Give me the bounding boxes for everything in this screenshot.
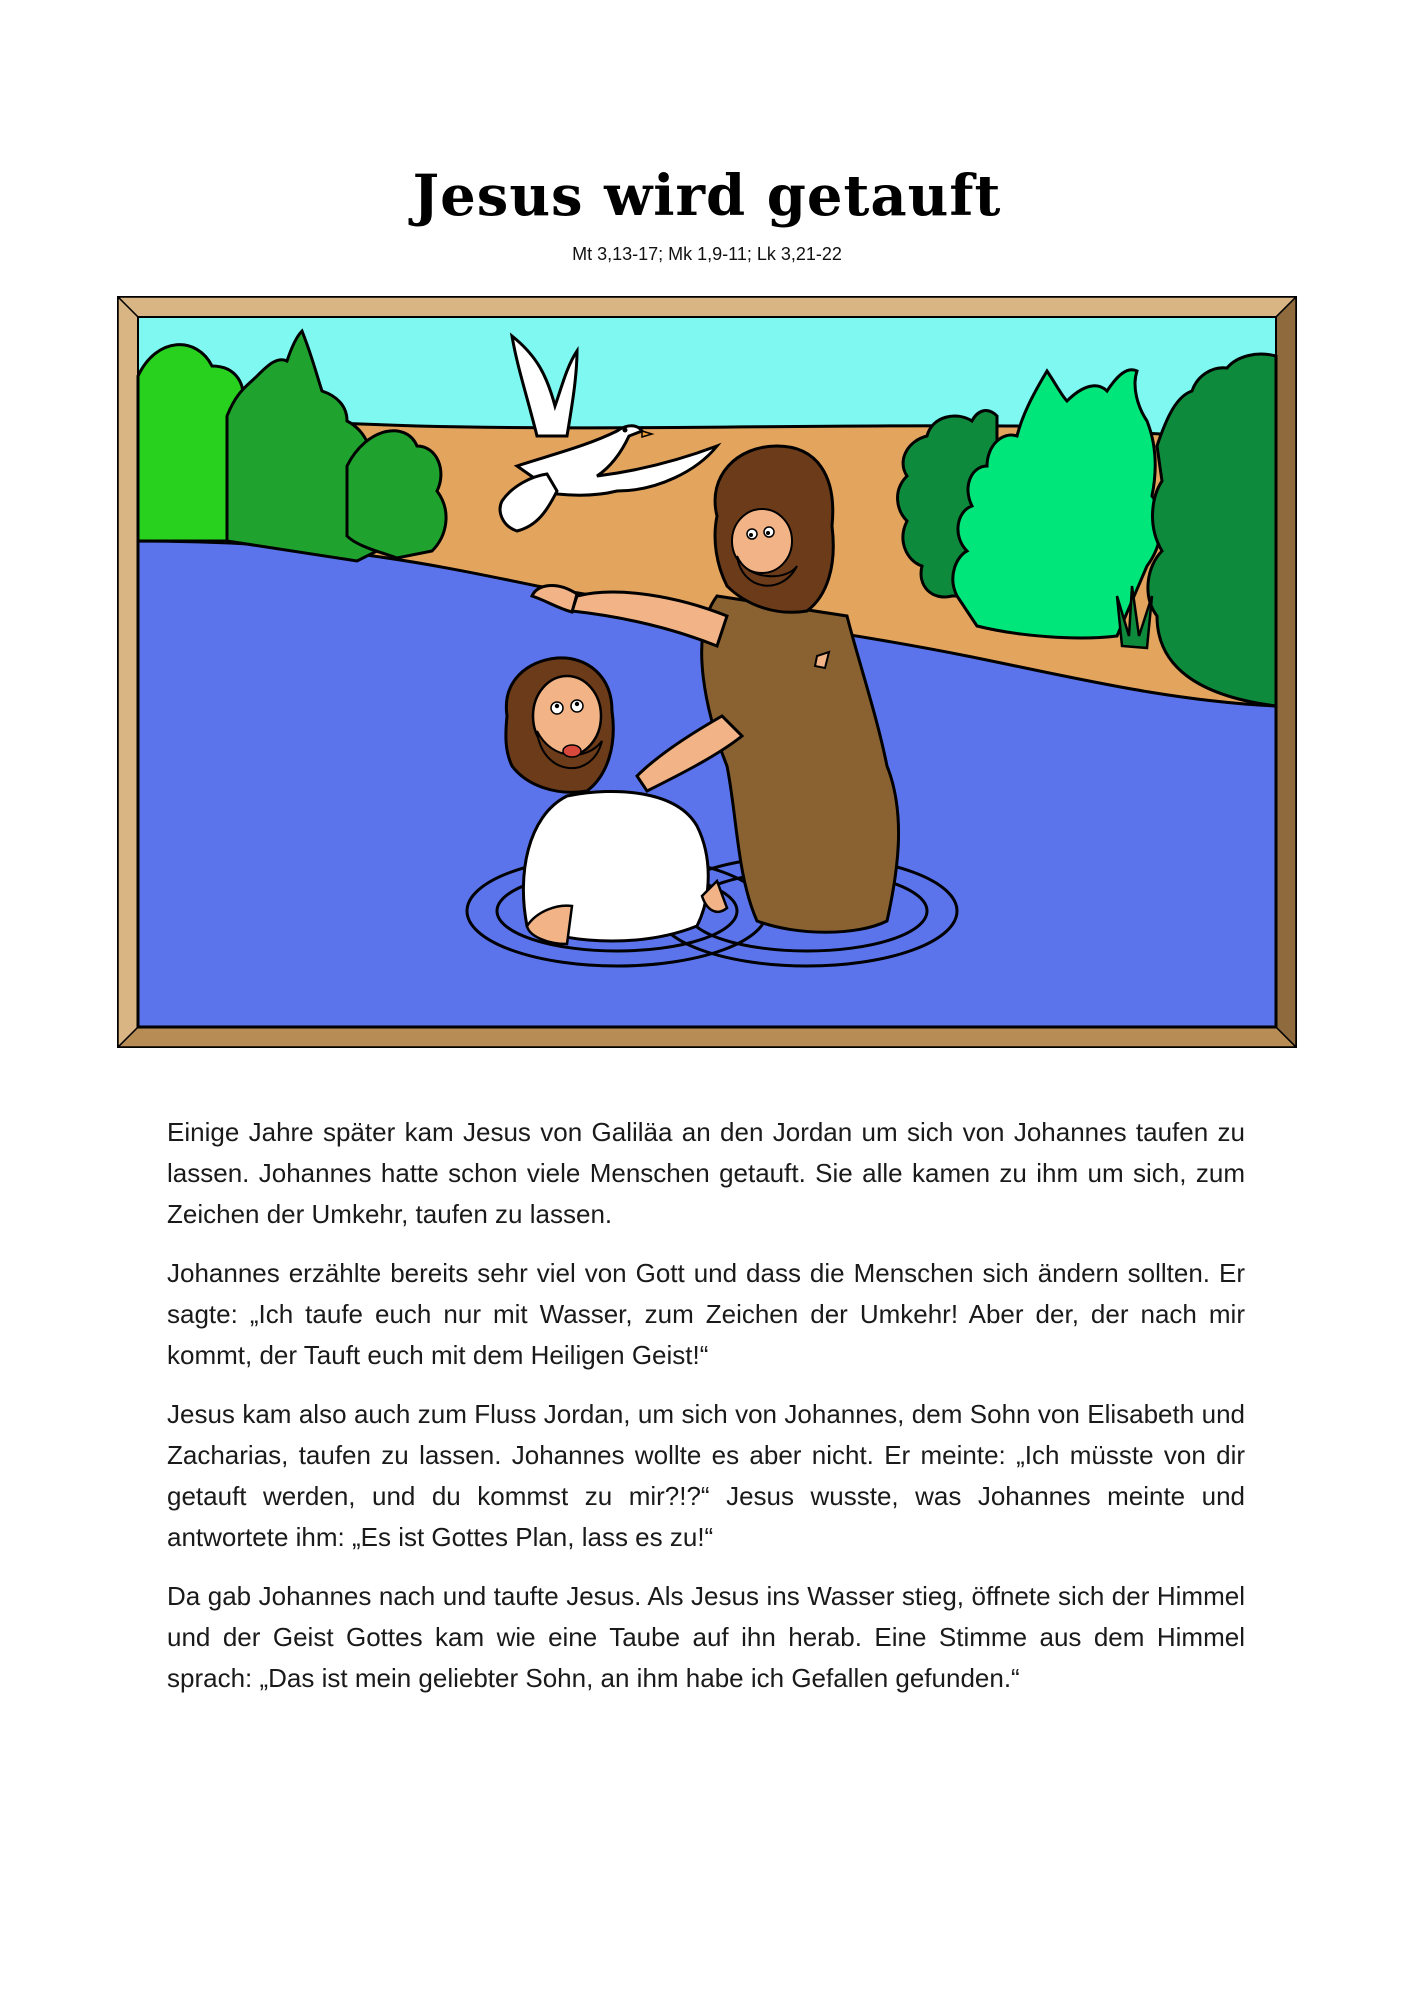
story-text: [167, 1112, 1245, 1717]
tree-left-3: [347, 431, 446, 558]
paragraph-4: Da gab Johannes nach und taufte Jesus. Als Jesus ins Wasser stieg, öffnete sich der Himmel und der Geist Gottes kam wie eine Taube auf ihn herab. Eine Stimme aus dem Himmel sprach: „Das ist mein geliebter Sohn, an ihm habe ich Gefallen gefunden.“: [167, 1581, 1245, 1693]
scene: [138, 317, 1276, 1027]
bible-references: Mt 3,13-17; Mk 1,9-11; Lk 3,21-22: [572, 244, 842, 264]
paragraph-3: Jesus kam also auch zum Fluss Jordan, um sich von Johannes, dem Sohn von Elisabeth und Zacharias, taufen zu lassen. Johannes wollte es aber nicht. Er meinte: „Ich müsste von dir getauft werden, und du kommst zu mir?!?“ Jesus wusste, was Johannes meinte und antwortete ihm: „Es ist Gottes Plan, lass es zu!“: [167, 1399, 1245, 1552]
paragraph-1: Einige Jahre später kam Jesus von Galiläa an den Jordan um sich von Johannes taufen zu lassen. Johannes hatte schon viele Menschen getauft. Sie alle kamen zu ihm um sich, zum Zeichen der Umkehr, taufen zu lassen.: [167, 1117, 1245, 1229]
illustration-frame: [117, 296, 1297, 1048]
baptism-illustration: [117, 296, 1297, 1048]
page-title: Jesus wird getauft: [412, 163, 1002, 229]
paragraph-2: Johannes erzählte bereits sehr viel von Gott und dass die Menschen sich ändern sollten. Er sagte: „Ich taufe euch nur mit Wasser, zum Zeichen der Umkehr! Aber der, der nach mir kommt, der Tauft euch mit dem Heiligen Geist!“: [167, 1258, 1245, 1370]
